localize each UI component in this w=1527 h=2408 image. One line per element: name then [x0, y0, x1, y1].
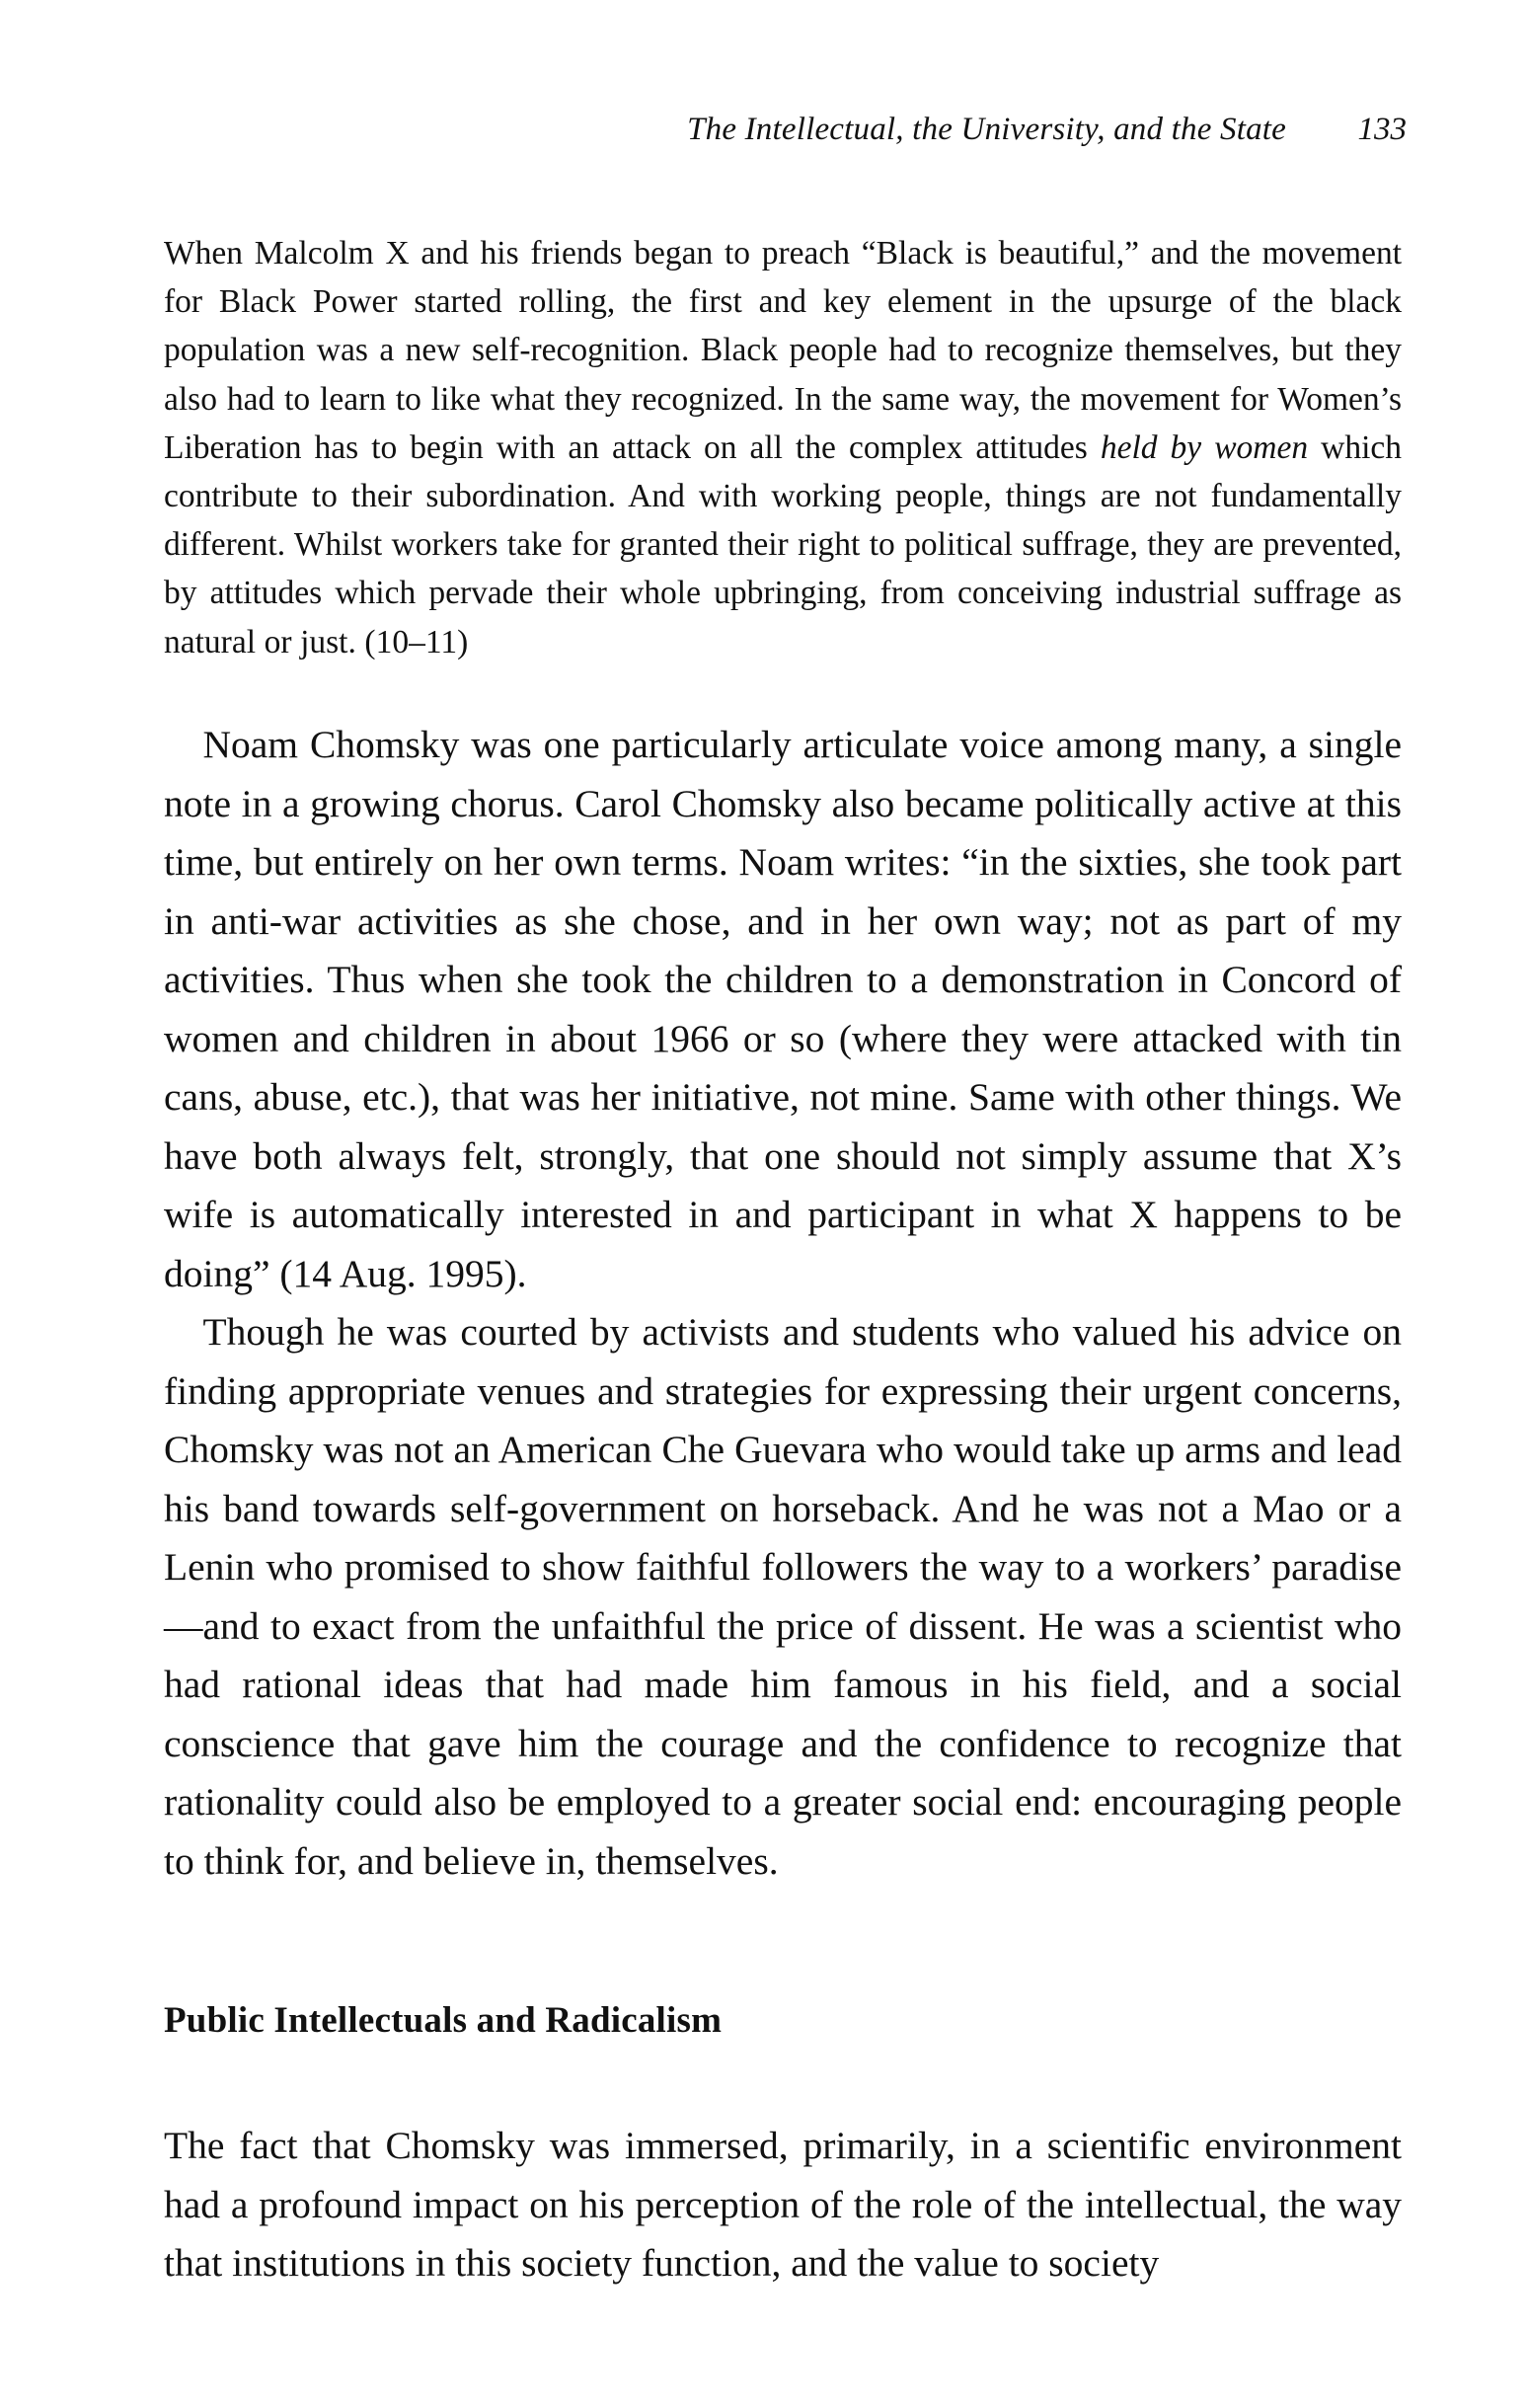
block-quote: [164, 229, 1402, 666]
quote-text-start: When Malcolm X and his friends began to preach “Black is beautiful,” and the movement for Black Power started rolling, the first and key element in the upsurge of the black population was a new self-recognition. Black people had to recognize themselves, but they also had to learn to like what they recognized. In the same way, the movement for Women’s Liberation has to begin with an attack on all the complex attitudes: [164, 235, 1402, 466]
page-number: 133: [1357, 112, 1407, 147]
body-text: [164, 716, 1402, 1891]
quote-emphasis: held by women: [1100, 428, 1309, 466]
running-head: [164, 105, 1407, 154]
section-heading: Public Intellectuals and Radicalism: [164, 2000, 723, 2041]
paragraph-chomsky-voice: Noam Chomsky was one particularly articulate voice among many, a single note in a growing chorus. Carol Chomsky also became politically active at this time, but entirely on her own terms. Noam writes: “in the sixties, she took part in anti-war activities as she chose, and in her own way; not as part of my activities. Thus when she took the children to a demonstration in Concord of women and children in about 1966 or so (where they were attacked with tin cans, abuse, etc.), that was her initiative, not mine. Same with other things. We have both always felt, strongly, that one should not simply assume that X’s wife is automatically interested in and participant in what X happens to be doing” (14 Aug. 1995).: [164, 723, 1402, 1295]
paragraph-scientific-environment: The fact that Chomsky was immersed, primarily, in a scientific environment had a profound impact on his perception of the role of the intellectual, the way that institutions in this society function, and the value to society: [164, 2124, 1402, 2285]
running-title: The Intellectual, the University, and the State: [687, 112, 1286, 147]
quote-text-end: which contribute to their subordination. And with working people, things are not fundamentally different. Whilst workers take for granted their right to political suffrage, they are prevented, by attitudes which pervade their whole upbringing, from conceiving industrial suffrage as natural or just. (10–11): [164, 428, 1403, 660]
section-body: [164, 2117, 1402, 2293]
paragraph-courted-by-activists: Though he was courted by activists and students who valued his advice on finding appropriate venues and strategies for expressing their urgent concerns, Chomsky was not an American Che Guevara who would take up arms and lead his band towards self-government on horseback. And he was not a Mao or a Lenin who promised to show faithful followers the way to a workers’ paradise—and to exact from the unfaithful the price of dissent. He was a scientist who had rational ideas that had made him famous in his field, and a social conscience that gave him the courage and the confidence to recognize that rationality could also be employed to a greater social end: encouraging people to think for, and believe in, themselves.: [164, 1310, 1402, 1883]
